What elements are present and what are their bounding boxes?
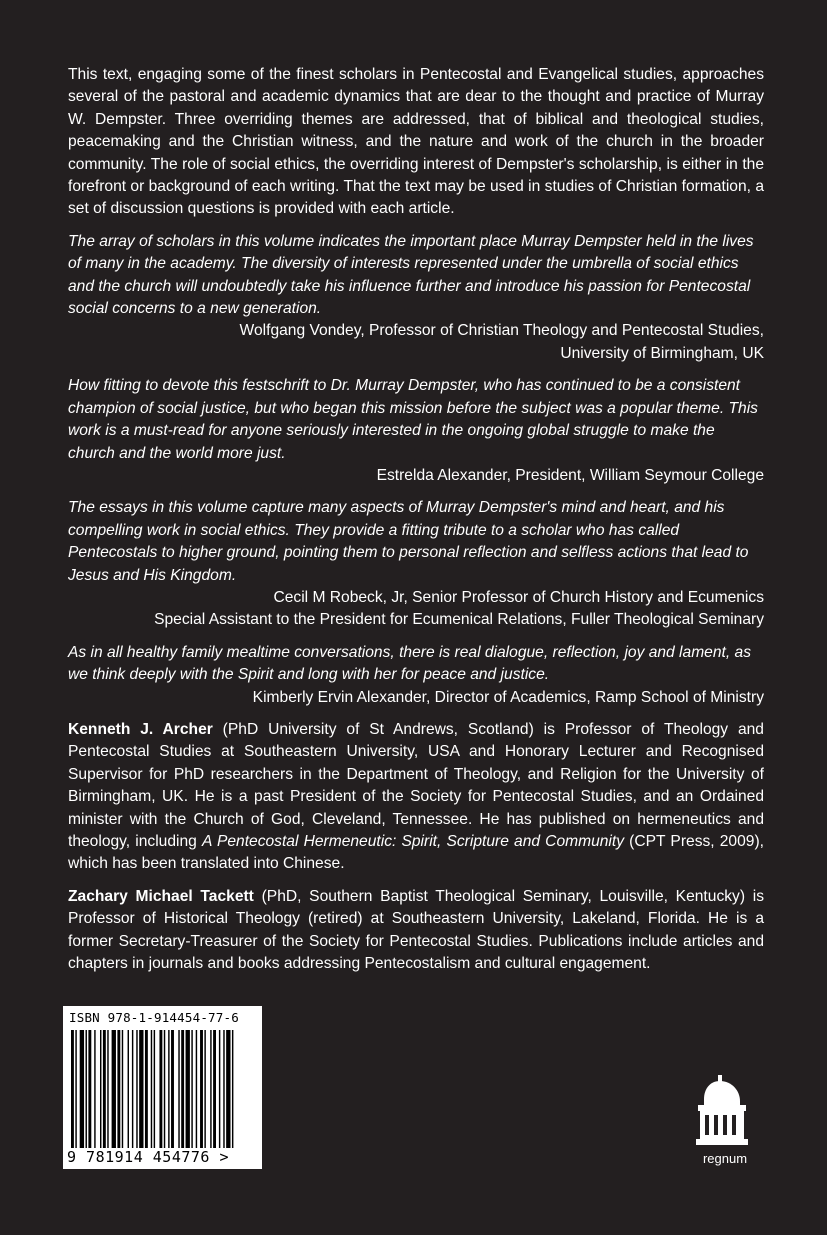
barcode-bar	[112, 1030, 116, 1148]
barcode-bar	[88, 1030, 91, 1148]
barcode-bar	[107, 1030, 108, 1148]
barcode-bar	[145, 1030, 148, 1148]
endorsement-attribution: Kimberly Ervin Alexander, Director of Academics, Ramp School of Ministry	[252, 688, 764, 706]
barcode-bar	[75, 1030, 76, 1148]
barcode-bar	[213, 1030, 216, 1148]
author-name: Kenneth J. Archer	[68, 720, 213, 738]
book-title: A Pentecostal Hermeneutic: Spirit, Scripture and Community	[201, 833, 625, 850]
barcode-bar	[128, 1030, 129, 1148]
barcode-bar	[210, 1030, 211, 1148]
barcode-bar	[136, 1030, 137, 1148]
barcode-bar	[100, 1030, 101, 1148]
barcode-bar	[186, 1030, 190, 1148]
barcode-bar	[139, 1030, 143, 1148]
endorsement-vondey	[68, 231, 764, 365]
barcode-bar	[232, 1030, 233, 1148]
endorsement-attribution: Wolfgang Vondey, Professor of Christian Theology and Pentecostal Studies,	[239, 322, 764, 340]
endorsement-robeck	[68, 497, 764, 631]
barcode-bar	[204, 1030, 205, 1148]
regnum-building-icon	[690, 1075, 760, 1151]
endorsement-quote: The array of scholars in this volume indicates the important place Murray Dempster held in the lives of many in the academy. The diversity of interests represented under the umbrella of social ethics and the church will undoubtedly take his influence further and introduce his passion for Pentecostal social concerns to a new generation.	[68, 232, 754, 318]
barcode-bar	[154, 1030, 155, 1148]
isbn-label: ISBN 978-1-914454-77-6	[69, 1010, 239, 1025]
barcode-bar	[181, 1030, 184, 1148]
barcode-bar	[171, 1030, 174, 1148]
bio-text: (CPT Press, 2009), which has been translated into Chinese.	[68, 833, 764, 873]
author-name: Zachary Michael Tackett	[68, 887, 254, 905]
barcode-bar	[200, 1030, 203, 1148]
barcode-bar	[168, 1030, 169, 1148]
endorsement-estrelda-alexander	[68, 375, 764, 487]
endorsement-attribution: Cecil M Robeck, Jr, Senior Professor of Church History and Ecumenics	[273, 588, 764, 606]
barcode-bar	[71, 1030, 74, 1148]
barcode-bar	[132, 1030, 133, 1148]
barcode-bar	[151, 1030, 152, 1148]
barcode-bars	[71, 1030, 255, 1148]
endorsement-quote: As in all healthy family mealtime conversations, there is real dialogue, reflection, joy and lament, as we think deeply with the Spirit and long with her for peace and justice.	[68, 643, 751, 684]
endorsement-attribution: Special Assistant to the President for Ecumenical Relations, Fuller Theological Seminary	[154, 611, 764, 629]
endorsement-attribution: Estrelda Alexander, President, William Seymour College	[376, 466, 764, 484]
barcode-bar	[191, 1030, 192, 1148]
author-bio-tackett	[68, 886, 764, 976]
endorsement-attribution: University of Birmingham, UK	[560, 344, 764, 362]
barcode-bar	[122, 1030, 123, 1148]
barcode-bar	[86, 1030, 87, 1148]
book-description: This text, engaging some of the finest scholars in Pentecostal and Evangelical studies, approaches several of the pastoral and academic dynamics that are dear to the thought and practice of Murray W. Dempster. Three overriding themes are addressed, that of biblical and theological studies, peacemaking and the Christian witness, and the nature and work of the church in the broader community. The role of social ethics, the overriding interest of Dempster's scholarship, is either in the forefront or background of each writing. That the text may be used in studies of Christian formation, a set of discussion questions is provided with each article.	[68, 66, 764, 218]
back-cover-text	[68, 64, 764, 985]
author-bio-archer	[68, 719, 764, 876]
barcode-bar	[80, 1030, 84, 1148]
barcode-bar	[223, 1030, 224, 1148]
isbn-digits: 9 781914 454776 >	[67, 1148, 230, 1166]
barcode-bar	[94, 1030, 95, 1148]
bio-text: (PhD University of St Andrews, Scotland) is Professor of Theology and Pentecostal Studies at Southeastern University, USA and Honorary Lecturer and Recognised Supervisor for PhD researchers in the Department of Theology, and Religion for the University of Birmingham, UK. He is a past President of the Society for Pentecostal Studies, and an Ordained minister with the Church of God, Cleveland, Tennessee. He has published on hermeneutics and theology, including	[68, 720, 764, 850]
isbn-barcode	[63, 1006, 262, 1169]
barcode-bar	[226, 1030, 230, 1148]
publisher-logo	[690, 1075, 760, 1170]
endorsement-kimberly-alexander	[68, 642, 764, 709]
publisher-name: regnum	[702, 1151, 748, 1166]
barcode-bar	[196, 1030, 197, 1148]
barcode-bar	[103, 1030, 106, 1148]
bio-text: (PhD, Southern Baptist Theological Seminary, Louisville, Kentucky) is Professor of Historical Theology (retired) at Southeastern University, Lakeland, Florida. He is a former Secretary-Treasurer of the Society for Pentecostal Studies. Publications include articles and chapters in journals and books addressing Pentecostalism and cultural engagement.	[68, 887, 764, 973]
barcode-bar	[178, 1030, 179, 1148]
barcode-bar	[164, 1030, 165, 1148]
endorsement-quote: How fitting to devote this festschrift to Dr. Murray Dempster, who has continued to be a consistent champion of social justice, but who began this mission before the subject was a popular theme. This work is a must-read for anyone seriously interested in the ongoing global struggle to make the church and the world more just.	[68, 377, 758, 462]
barcode-bar	[219, 1030, 220, 1148]
endorsement-quote: The essays in this volume capture many aspects of Murray Dempster's mind and heart, and his compelling work in social ethics. They provide a fitting tribute to a scholar who has called Pentecostals to higher ground, pointing them to personal reflection and selfless actions that lead to Jesus and His Kingdom.	[68, 499, 749, 584]
barcode-bar	[159, 1030, 162, 1148]
barcode-bar	[117, 1030, 120, 1148]
